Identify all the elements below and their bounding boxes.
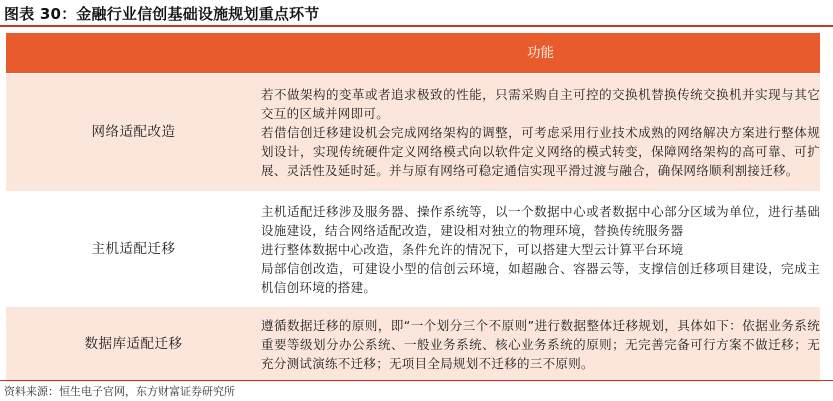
table-row [6, 192, 820, 307]
header-cell-label [6, 33, 261, 74]
content-paragraph: 若不做架构的变革或者追求极致的性能，只需采购自主可控的交换机替换传统交换机并实现与其它交互的区域并网即可。 [261, 87, 820, 121]
table-row [6, 74, 820, 192]
title-divider [0, 25, 833, 27]
figure-title: 图表 30：金融行业信创基础设施规划重点环节 [4, 5, 320, 23]
row-content [261, 74, 820, 192]
row-label: 主机适配迁移 [6, 192, 261, 307]
content-paragraph: 进行整体数据中心改造，条件允许的情况下，可以搭建大型云计算平台环境 [261, 241, 684, 257]
row-label: 数据库适配迁移 [6, 307, 261, 383]
planning-table [6, 33, 820, 383]
row-content [261, 307, 820, 383]
content-paragraph: 局部信创改造，可建设小型的信创云环境，如超融合、容器云等，支撑信创迁移项目建设，完成主机信创环境的搭建。 [261, 260, 820, 295]
header-cell-function: 功能 [261, 33, 820, 74]
row-label: 网络适配改造 [6, 74, 261, 192]
table-header-row [6, 33, 820, 74]
content-paragraph: 主机适配迁移涉及服务器、操作系统等，以一个数据中心或者数据中心部分区域为单位，进行基础设施建设，结合网络适配改造，建设相对独立的物理环境，替换传统服务器 [261, 203, 820, 238]
row-content [261, 192, 820, 307]
table-row [6, 307, 820, 383]
source-note: 资料来源：恒生电子官网，东方财富证券研究所 [4, 385, 235, 398]
content-paragraph: 遵循数据迁移的原则，即“一个划分三个不原则”进行数据整体迁移规划，具体如下：依据业务系统重要等级划分办公系统、一般业务系统、核心业务系统的原则；无完善完备可行方案不做迁移；无充分测试演练不迁移；无项目全局规划不迁移的三不原则。 [261, 318, 820, 371]
source-divider [0, 380, 833, 381]
content-paragraph: 若借信创迁移建设机会完成网络架构的调整，可考虑采用行业技术成熟的网络解决方案进行整体规划设计，实现传统硬件定义网络模式向以软件定义网络的模式转变，保障网络架构的高可靠、可扩展、灵活性及延时延。并与原有网络可稳定通信实现平滑过渡与融合，确保网络顺利割接迁移。 [261, 125, 820, 178]
